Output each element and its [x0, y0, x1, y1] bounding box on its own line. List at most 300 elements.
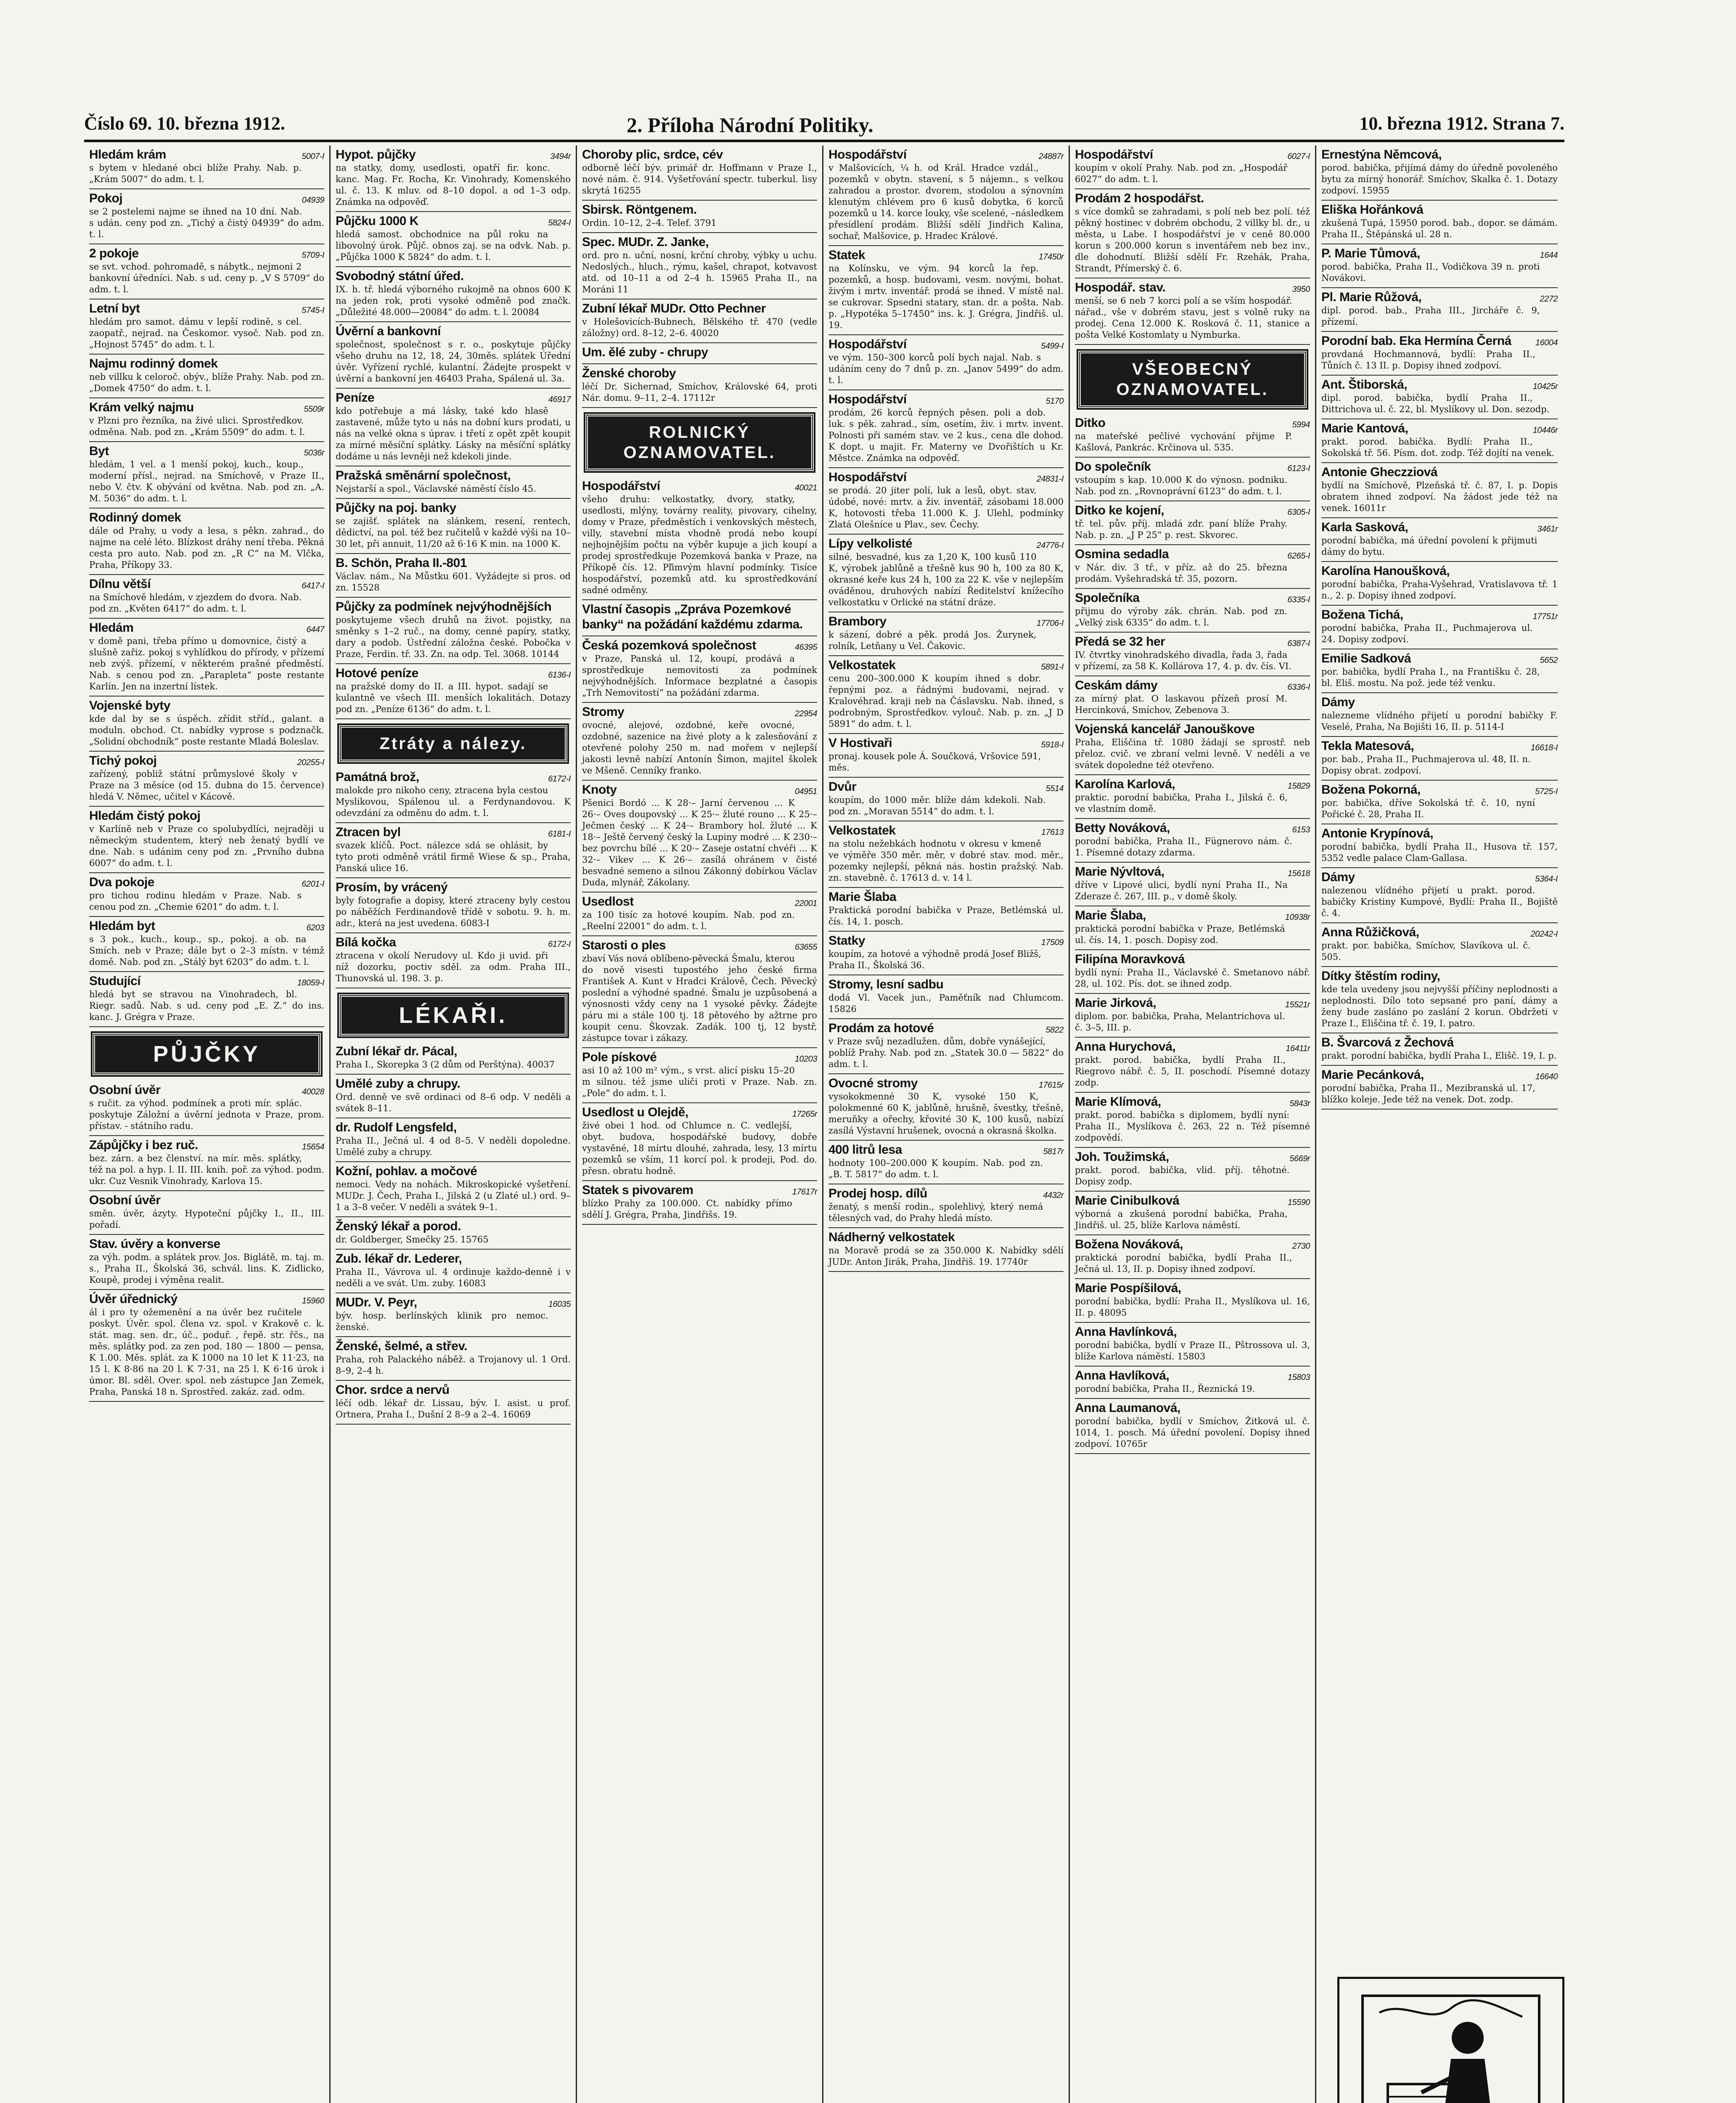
ad-body: porodní babička, má úřední povolení k přijmuti dámy do bytu.	[1321, 535, 1538, 557]
classified-ad	[1321, 332, 1558, 376]
ad-reference-number: 17706-I	[1036, 619, 1064, 628]
classified-ad	[336, 1217, 571, 1250]
ad-reference-number: 6305-I	[1287, 508, 1310, 517]
ad-body: Nejstarší a spol., Václavské náměstí číslo 45.	[336, 484, 536, 494]
ad-heading	[828, 779, 1064, 795]
classified-ad	[336, 1075, 571, 1118]
ad-heading	[336, 269, 571, 284]
ad-reference-number: 10203	[794, 1054, 817, 1064]
classified-ad	[582, 343, 817, 364]
ad-heading-text: Do společník	[1075, 460, 1151, 474]
classified-ad	[1321, 562, 1558, 606]
ad-reference-number: 18059-I	[297, 978, 324, 988]
ad-heading-text: Úvěr úřednický	[89, 1292, 177, 1306]
ad-reference-number: 24776-I	[1036, 541, 1064, 550]
ad-reference-number: 04951	[794, 787, 817, 796]
ad-heading	[1075, 547, 1310, 562]
ad-heading	[828, 470, 1064, 485]
ad-body: por. babička, dříve Sokolská tř. č. 10, nyní Pořické č. 28, Praha II.	[1321, 798, 1535, 819]
section-banner: Ztráty a nálezy.	[339, 725, 567, 762]
ad-heading-text: Peníze	[336, 391, 375, 405]
ad-heading-text: Zubní lékař dr. Pácal,	[336, 1044, 458, 1058]
ad-reference-number: 20242-I	[1530, 930, 1558, 939]
ad-body: živé obei 1 hod. od Chlumce n. C. vedlejší, obyt. budova, hospodářské budovy, dobře vystavěné, 18 mírtu dlouhé, zahrada, lesy, 13 mírtu pozemků se vším, 11 korcí pol. k prodeji, Pod. do. přesn. obratu hodně.	[582, 1120, 817, 1176]
ad-heading	[336, 599, 571, 614]
classified-ad	[828, 1019, 1064, 1074]
ad-body: ženatý, s menší rodin., spolehlivý, který nemá tělesných vad, do Prahy hledá místo.	[828, 1202, 1043, 1223]
ad-heading-text: Hospodář. stav.	[1075, 281, 1166, 294]
classified-ad	[1075, 676, 1310, 720]
ad-heading	[1321, 969, 1558, 984]
ad-body: Praha, Eliščina tř. 1080 žádají se sprostř. neb přeloz. cvič. ve zbraní velmi levně. V neděli a ve svátek dopoledne též otevřeno.	[1075, 737, 1310, 770]
ad-heading-text: Ant. Štiborská,	[1321, 378, 1408, 392]
ad-heading-text: Marie Klímová,	[1075, 1095, 1161, 1109]
ad-reference-number: 24887r	[1038, 152, 1064, 161]
ad-heading-text: Prosím, by vrácený	[336, 880, 448, 894]
ad-reference-number: 5824-I	[548, 218, 571, 228]
classified-ad	[1075, 819, 1310, 863]
classified-ad	[582, 636, 817, 703]
classified-ad	[336, 146, 571, 212]
ad-body: ztracena v okolí Nerudovy ul. Kdo ji uvid. při níž dozorku, poctiv sděl. za odm. Praha III., Thunovská ul. 198. 3. p.	[336, 951, 571, 983]
classified-ad	[1321, 201, 1558, 244]
ad-heading-text: Rodinný domek	[89, 511, 181, 524]
ad-body: byly fotografie a dopisy, které ztraceny byly cestou po náběžích Ferdinandově třídě v sobotu. 9. h. m. adr., která na jest uvedena. 6083-I	[336, 895, 571, 928]
classified-ad	[336, 598, 571, 664]
ad-heading-text: Antonie Gheczziová	[1321, 465, 1438, 479]
ad-heading	[89, 698, 324, 713]
ad-heading-text: Sbirsk. Röntgenem.	[582, 203, 697, 217]
ad-body: vstoupím s kap. 10.000 K do výnosn. podniku. Nab. pod zn. „Rovnoprávní 6123“ do adm. t. l.	[1075, 475, 1288, 496]
ad-body: s 3 pok., kuch., koup., sp., pokoj. a ob. na Smích. neb v Praze; dále byt o 2–3 místn. v témž domě. Nab. pod zn. „Stálý byt 6203“ do adm. t. l.	[89, 934, 324, 967]
ad-body: dodá Vl. Vacek jun., Paměťník nad Chlumcom. 15826	[828, 993, 1064, 1014]
ad-heading	[828, 658, 1064, 673]
ad-heading-text: Umělé zuby a chrupy.	[336, 1077, 460, 1091]
ad-heading	[1075, 280, 1310, 295]
ad-heading	[336, 390, 571, 405]
ad-body: Praktická porodní babička v Praze, Betlémská ul. čís. 14, 1. posch.	[828, 905, 1064, 927]
ad-heading-text: Stromy	[582, 705, 625, 719]
ad-heading	[1075, 416, 1310, 431]
ad-body: nalezenou vlídného přijetí u prakt. porod. babičky Kristiny Kumpové, Bydlí: Praha II., Bojiště č. 4.	[1321, 885, 1558, 918]
ad-heading	[336, 880, 571, 895]
classified-ad	[336, 212, 571, 267]
ad-heading-text: Marie Nývltová,	[1075, 865, 1164, 879]
ad-reference-number: 5745-I	[302, 306, 324, 315]
ad-body: kde dal by se s úspěch. zřídit stříd., galant. a moduln. obchod. Ct. nabídky vyprose s podznačk. „Solidní obchodník“ poste restante Mladá Boleslav.	[89, 714, 324, 747]
ad-heading-text: B. Schön, Praha II.-801	[336, 556, 467, 570]
classified-ad	[1321, 376, 1558, 419]
ad-heading	[1075, 908, 1310, 923]
ad-heading	[582, 782, 817, 797]
ad-body: porod. babička, Praha II., Vodičkova 39 n. proti Novákovi.	[1321, 262, 1540, 283]
ad-heading-text: Hospodářství	[828, 148, 907, 162]
ad-heading	[1075, 1324, 1310, 1340]
classified-ad	[1075, 1038, 1310, 1093]
ad-heading	[89, 919, 324, 934]
issue-number-date: Číslo 69. 10. března 1912.	[84, 113, 285, 134]
ad-reference-number: 6203	[306, 923, 324, 932]
ad-reference-number: 5669r	[1289, 1154, 1310, 1163]
ad-heading-text: Hledám čistý pokoj	[89, 809, 201, 823]
classified-ad	[1075, 501, 1310, 545]
ad-heading-text: Statek	[828, 248, 865, 262]
ad-heading	[89, 191, 324, 206]
classified-ad	[89, 1136, 324, 1191]
classified-ad	[582, 893, 817, 936]
ad-body: se 2 postelemi najme se ihned na 10 dní. Nab. s udán. ceny pod zn. „Tichý a čistý 04939“ do adm. t. l.	[89, 207, 324, 239]
ad-body: IV. čtvrtky vinohradského divadla, řada 3, řada v přízemí, za 58 K. Kollárova 17, 4. p. dv. čís. VI.	[1075, 650, 1291, 671]
ad-heading-text: Ditko ke kojení,	[1075, 503, 1164, 517]
ad-heading	[1075, 1368, 1310, 1383]
ad-heading	[582, 705, 817, 720]
ad-body: dříve v Lipové ulici, bydlí nyní Praha II., Na Zderaze č. 267, III. p., v domě školy.	[1075, 880, 1288, 901]
classified-ad	[1075, 414, 1310, 458]
classified-ad	[828, 821, 1064, 888]
ad-heading-text: Tichý pokoj	[89, 754, 157, 768]
ad-body: na stolu nežebkách hodnotu v okresu v kmeně ve výměře 350 měr. měr, v dobré stav. mod. měr., pozemky nejlepší, pěkná nás. hostin pražský. Nab. zn. stavebně. č. 17613 d. v. 14 l.	[828, 839, 1064, 883]
ad-body: Pšenici Bordó ... K 28·– Jarní červenou ... K 26·– Oves doupovský ... K 25·– žluté rouno ... K 25·– Ječmen český ... K 24·– Brambory hol. žluté ... K 18·– Ještě červený český la Lupiny modré ... K 230·– bez povrchu bílé ... K 20·– Zaseje ostatní chvéři ... K 32·– Vikev ... K 26·– zasílá ohránem v čisté besvadné semeno a silnou Zákonný dobírkou Václav Duda, mlynář, Zákolany.	[582, 798, 817, 887]
ad-heading-text: Kožní, pohlav. a močové	[336, 1164, 477, 1178]
ad-heading	[89, 356, 324, 371]
ad-heading	[1075, 1039, 1310, 1054]
ad-heading-text: Ovocné stromy	[828, 1076, 918, 1090]
ad-reference-number: 6336-I	[1287, 683, 1310, 692]
classified-ad	[1321, 1066, 1558, 1110]
classified-ad	[582, 201, 817, 233]
ad-heading-text: Pole pískové	[582, 1050, 657, 1064]
ad-reference-number: 5509r	[304, 405, 324, 414]
ad-body: porod. babička, přijímá dámy do úředně povoleného bytu za mírný honorář. Smíchov, Skalka č. 1. Dotazy zodpoví. 15955	[1321, 163, 1558, 196]
ad-heading	[336, 324, 571, 339]
ad-heading	[1321, 607, 1558, 622]
ad-heading-text: Nádherný velkostatek	[828, 1230, 955, 1244]
ad-heading-text: Ženský lékař a porod.	[336, 1219, 461, 1233]
ad-heading	[582, 602, 817, 632]
classified-ad	[1321, 244, 1558, 288]
ad-heading-text: Prodám za hotové	[828, 1021, 934, 1035]
ad-heading	[89, 1237, 324, 1252]
ad-reference-number: 5036r	[304, 448, 324, 458]
ad-body: směn. úvěr, ázyty. Hypoteční půjčky I., II., III. pořadí.	[89, 1208, 324, 1230]
ad-heading-text: Hospodářství	[828, 337, 907, 351]
column-5	[1070, 146, 1316, 2103]
ad-heading	[1321, 421, 1558, 436]
ad-heading-text: Božena Nováková,	[1075, 1237, 1183, 1251]
ad-body: v Praze svůj nezadlužen. dům, dobře vynášející, poblíž Prahy. Nab. pod zn. „Statek 30.0 — 5822“ do adm. t. l.	[828, 1036, 1064, 1069]
ad-heading-text: Dvůr	[828, 780, 857, 794]
ad-heading-text: Česká pozemková společnost	[582, 638, 756, 652]
ad-body: dipl. porod. babička, bydlí Praha II., Dittrichova ul. č. 22, bl. Myslíkovy ul. Don. sezodp.	[1321, 393, 1550, 414]
ad-heading	[1075, 777, 1310, 792]
ad-heading-text: 400 litrů lesa	[828, 1143, 902, 1157]
ad-heading	[336, 1076, 571, 1091]
ad-heading	[336, 556, 571, 571]
ad-heading-text: Betty Nováková,	[1075, 821, 1170, 835]
ad-body: léčí odb. lékař dr. Lissau, býv. I. asist. u prof. Ortnera, Praha I., Dušní 2 8–9 a 2–4. 16069	[336, 1398, 571, 1420]
ad-reference-number: 3950	[1292, 285, 1310, 294]
ad-heading-text: Anna Havlíková,	[1075, 1369, 1170, 1383]
classified-ad	[828, 146, 1064, 246]
classified-ad	[828, 656, 1064, 734]
ad-heading-text: Půjčky za podmínek nejvýhodnějších	[336, 600, 552, 614]
classified-ad	[828, 975, 1064, 1019]
ad-body: odborně léčí býv. primář dr. Hoffmann v Praze I., nové nám. č. 914. Vyšetřování spectr. tuberkul. lisy skrytá 16255	[582, 163, 817, 196]
classified-ad	[336, 322, 571, 389]
ad-heading-text: Ceskám dámy	[1075, 678, 1158, 692]
ad-body: praktická porodní babička v Praze, Betlémská ul. čís. 14, 1. posch. Dopisy zod.	[1075, 924, 1285, 945]
ad-heading-text: Karolína Karlová,	[1075, 777, 1175, 791]
ad-heading-text: Anna Laumanová,	[1075, 1401, 1180, 1415]
ad-reference-number: 40028	[302, 1087, 324, 1097]
ad-heading	[1321, 465, 1558, 480]
ad-body: porodní babička, Praha II., Fügnerovo nám. č. 1. Písemné dotazy zdarma.	[1075, 836, 1292, 858]
ad-body: Ord. denně ve svě ordinaci od 8–6 odp. V neděli a svátek 8–11.	[336, 1092, 571, 1113]
ad-reference-number: 5725-I	[1535, 787, 1558, 796]
ad-reference-number: 5822	[1045, 1025, 1064, 1035]
ad-heading-text: Hledám	[89, 621, 134, 635]
ad-heading-text: Hledám krám	[89, 148, 166, 162]
classified-ad	[582, 703, 817, 781]
ad-reference-number: 1644	[1540, 251, 1558, 260]
classified-ad	[1075, 1367, 1310, 1399]
ad-heading-text: Karla Sasková,	[1321, 520, 1408, 534]
ad-heading	[1321, 651, 1558, 666]
ad-heading-text: Chor. srdce a nervů	[336, 1383, 450, 1397]
ad-reference-number: 20255-I	[297, 758, 324, 767]
ad-body: prakt. porodní babička, bydlí Praha I., Elišč. 19, I. p.	[1321, 1051, 1557, 1061]
ad-heading-text: Božena Pokorná,	[1321, 783, 1421, 797]
section-banner: LÉKAŘI.	[339, 994, 567, 1036]
ad-heading-text: Statky	[828, 934, 865, 948]
ad-heading-text: Marie Kantová,	[1321, 421, 1408, 435]
classified-ad	[828, 932, 1064, 975]
ad-heading	[1321, 377, 1558, 392]
classified-ad	[1321, 419, 1558, 463]
ad-heading	[1321, 782, 1558, 797]
ad-body: koupím, za hotové a výhodně prodá Josef Bližš, Praha II., Školská 36.	[828, 949, 1041, 970]
classified-ad	[336, 1118, 571, 1162]
ad-heading-text: Ztracen byl	[336, 825, 401, 839]
classified-ad	[1075, 1323, 1310, 1367]
ad-reference-number: 2272	[1540, 294, 1558, 304]
ad-heading	[1321, 870, 1558, 885]
ad-heading-text: Joh. Toužimská,	[1075, 1150, 1169, 1164]
ad-heading-text: Hotové peníze	[336, 666, 418, 680]
ad-body: pro tichou rodinu hledám v Praze. Nab. s cenou pod zn. „Chemie 6201“ do adm. t. l.	[89, 890, 302, 912]
ad-body: v Plzni pro řezníka, na živé ulici. Sprostředkov. odměna. Nab. pod zn. „Krám 5509“ do adm. t. l.	[89, 416, 305, 437]
classified-ad	[828, 390, 1064, 468]
classified-ad	[336, 1381, 571, 1425]
classified-ad	[89, 442, 324, 509]
classified-ad	[1321, 649, 1558, 693]
ad-heading-text: Zub. lékař dr. Lederer,	[336, 1252, 462, 1266]
ad-body: zařízený, pobliž státní průmyslové školy v Praze na 3 měsíce (od 15. dubna do 15. července) hledá V. Němec, učitel v Kácově.	[89, 769, 324, 802]
ad-body: ál i pro ty ožemenění a na úvěr bez ručitele poskyt. Úvěr. spol. člena vz. spol. v Krakově c. k. stát. mag. sen. dr., úč., poduř. , řepě. str. řčs., na měs. splátky pod. za zen pod. 180 — 1800 — pensa, K 1.00. Měs. splát. za K 1000 na 10 let K 11·23, na 15 l. K 8·86 na 20 l. K 7·31, na 25 l. K 6·16 úrok i úmor. Bl. sděl. Over. spol. neb zástupce Jan Zemek, Praha, Panská 18 n. Sprostřed. zakáz. zad. odm.	[89, 1307, 324, 1397]
ad-heading	[582, 1183, 817, 1198]
ad-heading-text: Vlastní časopis „Zpráva Pozemkové banky“ na požádání každému zdarma.	[582, 602, 803, 631]
ad-reference-number: 15803	[1287, 1373, 1310, 1382]
ad-heading-text: B. Švarcová z Žechová	[1321, 1036, 1454, 1049]
ad-body: všeho druhu: velkostatky, dvory, statky, usedlosti, mlýny, továrny reality, pivovary, cihelny, domy v Praze, předměstích i venkovských městech, villy, stavební místa vhodně prodá nebo koupí nejhojnějším počtu na výběr kupuje a jich koupí a prodej sprostředkuje Pozemková banka v Praze, na Příkopě čís. 12. Pľimvým hlavní podmínky. Tisíce hospodářství, pozemků atd. ku sprostředkování sadné odměny.	[582, 494, 817, 595]
ad-body: neb villku k celoroč. obýv., blíže Prahy. Nab. pod zn. „Domek 4750“ do adm. t. l.	[89, 372, 324, 393]
classified-ad	[1321, 1033, 1558, 1066]
classified-ad	[336, 1042, 571, 1075]
ad-body: s více domků se zahradami, s polí neb bez polí. též pěkný hostinec v dobrém obchodu, 2 villky bl. dr., u města, u Labe. I hospodářství je v ceně 80.000 korun s 200.000 korun s inventářem neb bez inv., dle dohodnutí. Bližší sdělí Fr. Rzehák, Praha, Strandt, Přímerský č. 6.	[1075, 207, 1310, 273]
ad-reference-number: 22954	[794, 709, 817, 718]
ad-heading	[828, 890, 1064, 905]
classified-ad	[336, 554, 571, 598]
ad-heading-text: Anna Havlínková,	[1075, 1325, 1177, 1339]
ad-heading	[89, 1083, 324, 1098]
classified-ad	[828, 1184, 1064, 1228]
classified-ad	[1075, 1399, 1310, 1454]
ad-reference-number: 5364-I	[1535, 874, 1558, 884]
ad-reference-number: 15829	[1287, 781, 1310, 791]
ad-heading-text: Studující	[89, 974, 141, 988]
ad-reference-number: 3494r	[550, 152, 571, 161]
ad-heading	[336, 1295, 571, 1310]
classified-ad	[89, 299, 324, 355]
ad-heading	[828, 1186, 1064, 1201]
ad-heading-text: Marie Cinibulková	[1075, 1194, 1180, 1208]
ad-reference-number: 16411r	[1286, 1044, 1310, 1053]
ad-heading-text: 2 pokoje	[89, 246, 139, 260]
ad-heading	[89, 1193, 324, 1208]
ad-heading	[582, 638, 817, 653]
ad-heading	[828, 1076, 1064, 1091]
ad-heading-text: Svobodný státní úřed.	[336, 269, 464, 283]
ad-heading	[1321, 290, 1558, 305]
ad-heading	[1075, 1149, 1310, 1165]
ad-body: tř. tel. pův. příj. mladá zdr. paní blíže Prahy. Nab. p. zn. „J P 25“ p. rest. Skvorec.	[1075, 519, 1288, 540]
ad-body: dipl. porod. bab., Praha III., Jircháře č. 9, přízemí.	[1321, 305, 1540, 327]
ad-body: vysokokmenné 30 K, vysoké 150 K, polokmenné 60 K, jablůně, hrušně, švestky, třešně, meruňky a ořechy, křovité 30 K, 100 kusů, nabízí zasílá Výstavní hrušenek, ovocná a okrasná školka.	[828, 1091, 1064, 1136]
ad-heading	[582, 1050, 817, 1065]
classified-ad	[1075, 589, 1310, 633]
ad-reference-number: 6123-I	[1287, 464, 1310, 473]
ad-body: koupím v okolí Prahy. Nab. pod zn. „Hospodář 6027“ do adm. t. l.	[1075, 163, 1288, 184]
ad-body: býv. hosp. berlínských klinik pro nemoc. ženské.	[336, 1311, 548, 1332]
ad-body: Praha II., Vávrova ul. 4 ordinuje každo-denně i v neděli a ve svát. Um. zuby. 16083	[336, 1267, 571, 1288]
classified-ad	[582, 781, 817, 893]
classified-ad	[336, 389, 571, 466]
ad-reference-number: 6172-I	[548, 940, 571, 949]
ad-heading	[582, 202, 817, 217]
ad-heading-text: Hledám byt	[89, 919, 155, 933]
ad-reference-number: 4432r	[1043, 1191, 1064, 1200]
classified-ad	[89, 873, 324, 917]
ad-heading	[336, 147, 571, 162]
ad-heading-text: Porodní bab. Eka Hermína Černá	[1321, 334, 1511, 348]
ad-heading-text: Najmu rodinný domek	[89, 357, 218, 371]
ad-body: pronaj. kousek pole Á. Součková, Vršovice 591, měs.	[828, 751, 1041, 773]
ad-body: blízko Prahy za 100.000. Ct. nabídky přímo sdělí J. Grégra, Praha, Jindřišs. 19.	[582, 1198, 792, 1220]
classified-ad	[336, 499, 571, 554]
ad-body: IX. h. tř. hledá výborného rukojmě na obnos 600 K na jeden rok, proti vysoké odměně pod značk. „Důležité 48.000—20084“ do adm. t. l. 20084	[336, 284, 571, 317]
classified-ad	[582, 233, 817, 299]
section-banner: VŠEOBECNÝ OZNAMOVATEL.	[1078, 351, 1307, 408]
classified-ad	[1075, 146, 1310, 189]
ad-reference-number: 10938r	[1285, 913, 1310, 922]
ad-reference-number: 17509	[1041, 938, 1064, 947]
ad-reference-number: 2730	[1292, 1242, 1310, 1251]
classified-ad	[828, 335, 1064, 390]
classified-ad	[89, 189, 324, 244]
ad-reference-number: 46395	[794, 643, 817, 652]
ad-reference-number: 17615r	[1038, 1081, 1064, 1090]
ad-heading	[828, 337, 1064, 352]
ad-heading	[582, 1105, 817, 1120]
ad-body: s ručit. za výhod. podmínek a proti mír. splác. poskytuje Záložní a úvěrní jednota v Praze, prom. přístav. - státního radu.	[89, 1098, 324, 1131]
ad-heading	[89, 510, 324, 525]
ad-heading	[582, 479, 817, 494]
ad-heading-text: Božena Tichá,	[1321, 608, 1403, 622]
ad-body: s bytem v hledané obci blíže Prahy. Nab. p. „Krám 5007“ do adm. t. l.	[89, 163, 302, 184]
ad-heading-text: Předá se 32 her	[1075, 635, 1165, 649]
ad-heading	[1075, 678, 1310, 693]
classified-ad	[336, 933, 571, 988]
classified-ad	[1321, 518, 1558, 562]
ad-heading-text: Společníka	[1075, 591, 1140, 605]
classified-ad	[336, 664, 571, 719]
ad-body: porodní babička, bydlí: Praha II., Myslíkova ul. 16, II. p. 48095	[1075, 1296, 1310, 1318]
ad-heading	[336, 1383, 571, 1398]
classified-ad	[828, 1074, 1064, 1141]
ad-heading	[1321, 564, 1558, 579]
ad-heading	[336, 1044, 571, 1059]
ad-body: na Smíchově hledám, v zjezdem do dvora. Nab. pod zn. „Květen 6417“ do adm. t. l.	[89, 592, 302, 614]
ad-reference-number: 17613	[1041, 828, 1064, 837]
ad-heading	[1075, 591, 1310, 606]
ad-heading-text: Dámy	[1321, 695, 1355, 709]
ad-heading-text: Starosti o ples	[582, 938, 666, 952]
ad-heading-text: Usedlost u Olejdě,	[582, 1105, 688, 1119]
ad-heading	[89, 246, 324, 261]
ad-heading-text: Osobní úvěr	[89, 1193, 161, 1207]
classified-ad	[1321, 737, 1558, 781]
ad-body: dále od Prahy, u vody a lesa, s pěkn. zahrad., do najme na celé léto. Blízkost dráhy není třeba. Pěkná cesta pro auto. Nab. pod zn. „R C“ na M. Vlčka, Praha, Příkopy 33.	[89, 526, 324, 570]
ad-body: porodní babička, Praha II., Puchmajerova ul. 24. Dopisy zodpoví.	[1321, 623, 1533, 644]
ad-heading-text: Úvěrní a bankovní	[336, 324, 441, 338]
ad-body: Praha, roh Palackého náběž. a Trojanovy ul. 1 Ord. 8–9, 2–4 h.	[336, 1354, 571, 1376]
ad-body: zbaví Vás nová oblíbeno-pěvecká Šmalu, kterou do nově visesti tupostého jeho české firma František A. Kunt v Hradci Králově, Čech. Pěvecký poslední a výhodné spadné. Šmalu je uzpůsobená a výnosnosti vždy ceny na 1 vysoké pěvky. Žádejte páru mi a stále 100 tj. 18 pětového by ažtrne pro koupit cenu. Škovzak. Zadák. 100 tj, 12 bystř, zástupce tovar i zákazy.	[582, 954, 817, 1043]
ad-heading	[336, 468, 571, 483]
ad-reference-number: 15960	[302, 1296, 324, 1306]
ad-heading	[1075, 147, 1310, 162]
ad-body: porodní babička, Praha II., Mezibranská ul. 17, blížko koleje. Jede též na venek. Dot. zodp.	[1321, 1083, 1535, 1104]
ad-heading-text: Um. ělé zuby - chrupy	[582, 345, 708, 359]
ad-heading-text: Hospodářství	[1075, 148, 1153, 162]
ad-body: na statky, domy, usedlosti, opatří fir. konc. kanc. Mag. Fr. Rocha, Kr. Vinohrady, Komenského ul. č. 13. K mluv. od 8–10 dopol. a od 1–3 odp. Známka na odpověď.	[336, 163, 571, 207]
ad-heading	[336, 1251, 571, 1266]
ad-heading-text: Dámy	[1321, 870, 1355, 884]
ad-heading-text: Půjčku 1000 K	[336, 214, 418, 228]
classified-ad	[89, 244, 324, 299]
ad-reference-number: 5007-I	[302, 152, 324, 161]
ad-body: menší, se 6 neb 7 korci polí a se vším hospodář. nářad., vše v dobrém stavu, jest s volně ruky na prodej. Cena 12.000 K. Rosková č. 11, stanice a pošta Velké Kostomlaty u Nymburka.	[1075, 296, 1310, 340]
ad-heading	[89, 974, 324, 989]
ad-body: Praha I., Skorepka 3 (2 dům od Perštýna). 40037	[336, 1059, 555, 1070]
ad-heading	[1075, 821, 1310, 836]
ad-heading	[1321, 334, 1558, 349]
ad-reference-number: 6181-I	[548, 829, 571, 839]
ad-heading-text: Hospodářství	[582, 479, 660, 493]
ad-heading-text: Zubní lékař MUDr. Otto Pechner	[582, 302, 766, 315]
classified-ad	[89, 697, 324, 752]
ad-heading-text: Ženské, šelmé, a střev.	[336, 1339, 468, 1353]
ad-heading-text: Hospodářství	[828, 392, 907, 406]
